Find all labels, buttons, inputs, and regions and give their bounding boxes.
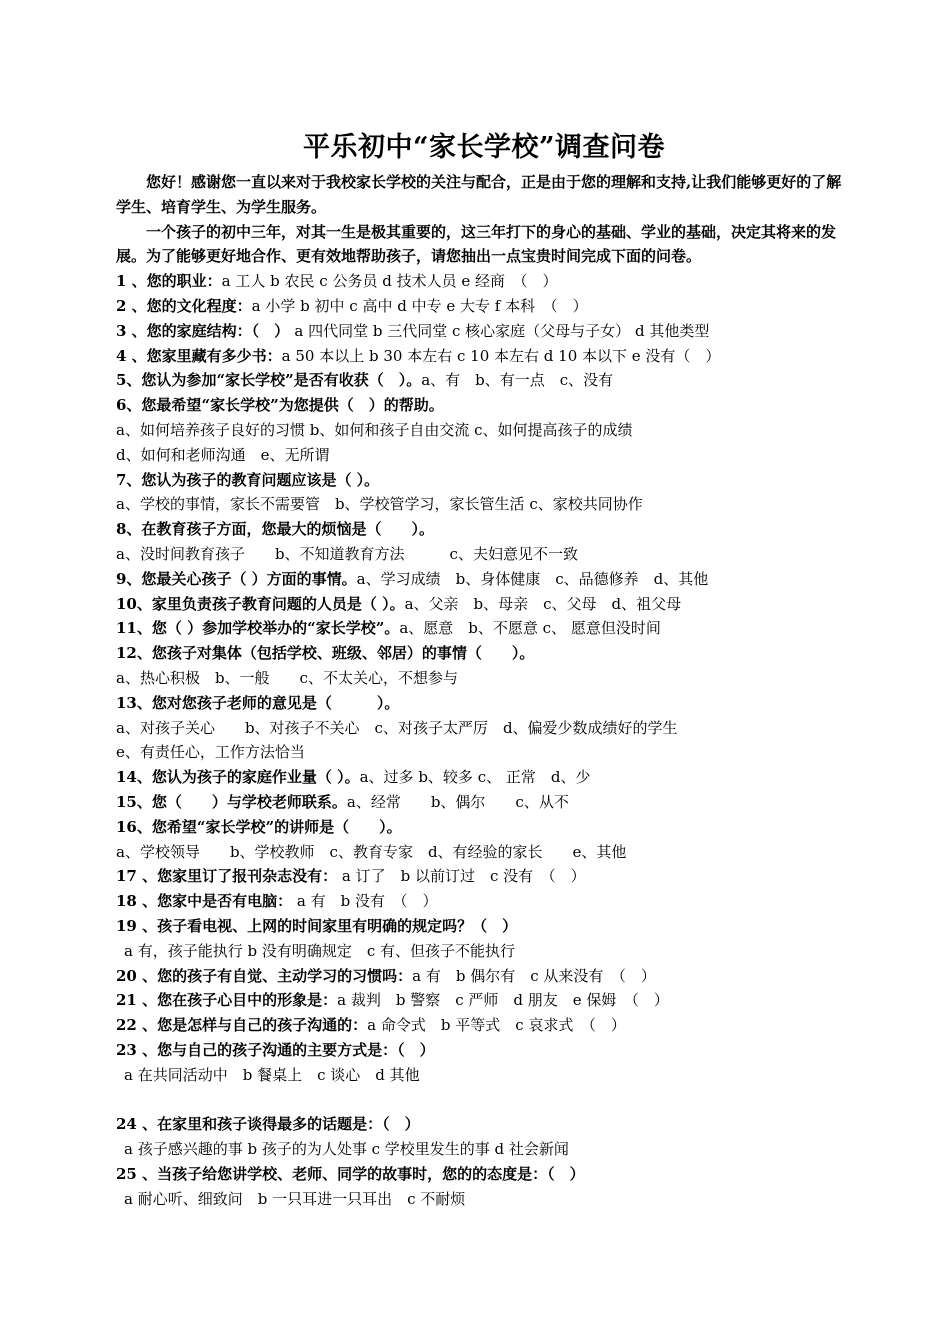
question-line [116, 468, 852, 493]
answer-options: a、对孩子关心 b、对孩子不关心 c、对孩子太严厉 d、偏爱少数成绩好的学生 [116, 718, 678, 737]
question-text: 18 、您家中是否有电脑： [116, 892, 293, 911]
answer-options: a、如何培养孩子良好的习惯 b、如何和孩子自由交流 c、如何提高孩子的成绩 [116, 420, 633, 439]
question-line [116, 616, 852, 641]
question-line [116, 1162, 852, 1187]
answer-options: a 耐心听、细致问 b 一只耳进一只耳出 c 不耐烦 [124, 1189, 466, 1208]
question-text: 25 、当孩子给您讲学校、老师、同学的故事时，您的的态度是：（ ） [116, 1164, 585, 1183]
question-line [116, 939, 852, 964]
question-text: 1 、您的职业： [116, 272, 222, 291]
question-text: 6、您最希望“家长学校”为您提供（ ）的帮助。 [116, 396, 444, 415]
questionnaire-page [116, 130, 852, 1211]
question-line [116, 319, 852, 344]
answer-options: a、没时间教育孩子 b、不知道教育方法 c、夫妇意见不一致 [116, 544, 578, 563]
answer-options: a 孩子感兴趣的事 b 孩子的为人处事 c 学校里发生的事 d 社会新闻 [124, 1140, 569, 1159]
question-text: 3 、您的家庭结构：（ ） [116, 321, 295, 340]
question-list [116, 269, 852, 1211]
question-line [116, 641, 852, 666]
answer-options: a 工人 b 农民 c 公务员 d 技术人员 e 经商 （ ） [221, 272, 558, 291]
question-line [116, 914, 852, 939]
answer-options: a、有 b、有一点 c、没有 [421, 371, 614, 390]
answer-options: a 有 b 没有 （ ） [292, 892, 438, 911]
answer-options: a 50 本以上 b 30 本左右 c 10 本左右 d 10 本以下 e 没有（ ） [281, 346, 721, 365]
page-title: 平乐初中“家长学校”调查问卷 [302, 132, 666, 163]
question-line [116, 1038, 852, 1063]
answer-options: a 四代同堂 b 三代同堂 c 核心家庭（父母与子女） d 其他类型 [294, 321, 710, 340]
question-line [116, 988, 852, 1013]
question-line [116, 1013, 852, 1038]
question-line [116, 864, 852, 889]
question-line [116, 1112, 852, 1137]
question-line [116, 269, 852, 294]
answer-options: a 订了 b 以前订过 c 没有 （ ） [337, 867, 586, 886]
question-line [116, 517, 852, 542]
question-text: 24 、在家里和孩子谈得最多的话题是：（ ） [116, 1115, 420, 1134]
question-line [116, 344, 852, 369]
answer-options: a、学习成绩 b、身体健康 c、品德修养 d、其他 [356, 569, 709, 588]
question-line [116, 691, 852, 716]
question-line [116, 765, 852, 790]
answer-options: a 小学 b 初中 c 高中 d 中专 e 大专 f 本科 （ ） [251, 296, 588, 315]
question-line [116, 815, 852, 840]
question-line [116, 294, 852, 319]
question-text: 7、您认为孩子的教育问题应该是（ ）。 [116, 470, 380, 489]
question-line [116, 592, 852, 617]
question-text: 11、您（ ）参加学校举办的“家长学校”。 [116, 619, 400, 638]
question-text: 2 、您的文化程度： [116, 296, 252, 315]
intro-paragraph-1: 您好！感谢您一直以来对于我校家长学校的关注与配合，正是由于您的理解和支持,让我们能够更好的了解学生、培育学生、为学生服务。 [116, 173, 842, 216]
question-line [116, 393, 852, 418]
answer-options: a、经常 b、偶尔 c、从不 [346, 792, 569, 811]
question-text: 8、在教育孩子方面，您最大的烦恼是（ ）。 [116, 520, 434, 539]
answer-options: a 有，孩子能执行 b 没有明确规定 c 有、但孩子不能执行 [124, 941, 516, 960]
question-text: 4 、您家里藏有多少书： [116, 346, 282, 365]
question-text: 22 、您是怎样与自己的孩子沟通的： [116, 1016, 368, 1035]
question-line [116, 790, 852, 815]
answer-options: a、父亲 b、母亲 c、父母 d、祖父母 [404, 594, 682, 613]
question-line [116, 368, 852, 393]
answer-options: a 有 b 偶尔有 c 从来没有 （ ） [412, 966, 656, 985]
question-line [116, 567, 852, 592]
question-text: 17 、您家里订了报刊杂志没有： [116, 867, 338, 886]
question-text: 10、家里负责孩子教育问题的人员是（ ）。 [116, 594, 405, 613]
answer-options: a、愿意 b、不愿意 c、 愿意但没时间 [399, 619, 661, 638]
question-text: 12、您孩子对集体（包括学校、班级、邻居）的事情（ ）。 [116, 644, 535, 663]
question-line [116, 889, 852, 914]
answer-options: a 裁判 b 警察 c 严师 d 朋友 e 保姆 （ ） [337, 991, 669, 1010]
answer-options: a、学校领导 b、学校教师 c、教育专家 d、有经验的家长 e、其他 [116, 842, 627, 861]
question-line [116, 542, 852, 567]
question-text: 16、您希望“家长学校”的讲师是（ ）。 [116, 817, 402, 836]
question-line [116, 1063, 852, 1088]
question-text: 19 、孩子看电视、上网的时间家里有明确的规定吗？（ ） [116, 916, 518, 935]
question-line [116, 1187, 852, 1212]
intro-paragraph-2: 一个孩子的初中三年，对其一生是极其重要的，这三年打下的身心的基础、学业的基础，决定其将来的发展。为了能够更好地合作、更有效地帮助孩子，请您抽出一点宝贵时间完成下面的问卷。 [116, 222, 837, 266]
blank-line [116, 1087, 852, 1112]
question-text: 5、您认为参加“家长学校”是否有收获（ ）。 [116, 371, 422, 390]
question-line [116, 740, 852, 765]
question-text: 13、您对您孩子老师的意见是（ ）。 [116, 693, 400, 712]
answer-options: d、如何和老师沟通 e、无所谓 [116, 445, 330, 464]
question-line [116, 1137, 852, 1162]
answer-options: a、热心积极 b、一般 c、不太关心，不想参与 [116, 668, 458, 687]
answer-options: a、过多 b、较多 c、 正常 d、少 [359, 768, 591, 787]
question-line [116, 492, 852, 517]
answer-options: a 在共同活动中 b 餐桌上 c 谈心 d 其他 [124, 1065, 420, 1084]
question-line [116, 840, 852, 865]
question-line [116, 418, 852, 443]
question-text: 21 、您在孩子心目中的形象是： [116, 991, 338, 1010]
question-text: 20 、您的孩子有自觉、主动学习的习惯吗： [116, 966, 413, 985]
question-text: 14、您认为孩子的家庭作业量（ ）。 [116, 768, 360, 787]
answer-options: a、学校的事情，家长不需要管 b、学校管学习，家长管生活 c、家校共同协作 [116, 495, 643, 514]
answer-options: a 命令式 b 平等式 c 哀求式 （ ） [367, 1016, 626, 1035]
question-line [116, 716, 852, 741]
question-text: 9、您最关心孩子（ ）方面的事情。 [116, 569, 357, 588]
question-line [116, 666, 852, 691]
question-line [116, 964, 852, 989]
question-text: 23 、您与自己的孩子沟通的主要方式是：（ ） [116, 1040, 435, 1059]
question-line [116, 443, 852, 468]
answer-options: e、有责任心，工作方法恰当 [116, 743, 305, 762]
question-text: 15、您（ ）与学校老师联系。 [116, 792, 347, 811]
